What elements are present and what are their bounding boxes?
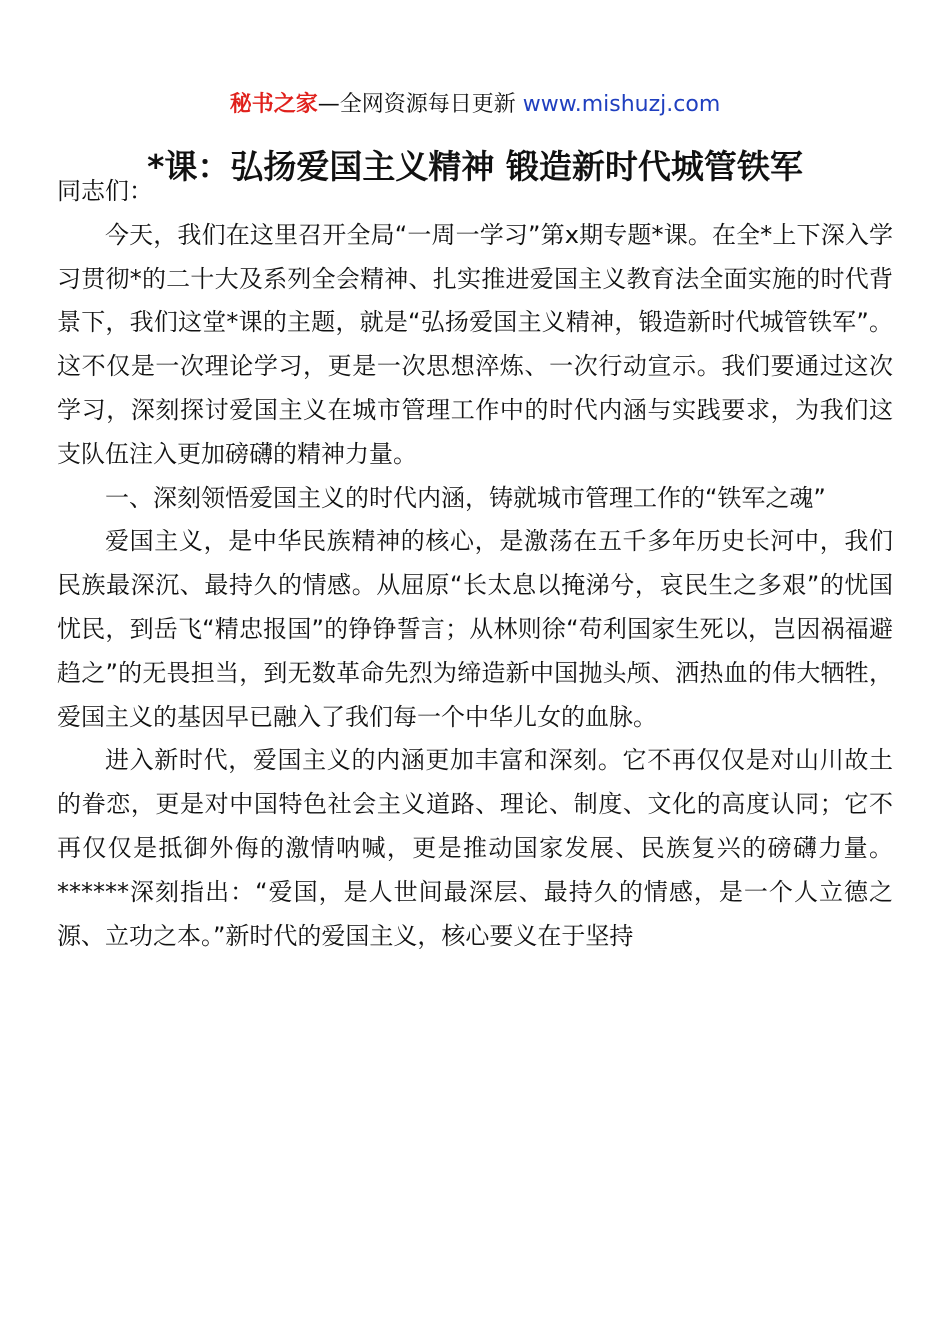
document-body	[57, 170, 893, 958]
site-brand: 秘书之家	[229, 92, 318, 117]
site-header	[0, 88, 950, 122]
paragraph-new-era: 进入新时代，爱国主义的内涵更加丰富和深刻。它不再仅仅是对山川故土的眷恋，更是对中国特色社会主义道路、理论、制度、文化的高度认同；它不再仅仅是抵御外侮的激情呐喊，更是推动国家发展、民族复兴的磅礴力量。******深刻指出：“爱国，是人世间最深层、最持久的情感，是一个人立德之源、立功之本。”新时代的爱国主义，核心要义在于坚持	[57, 746, 893, 950]
paragraph-history: 爱国主义，是中华民族精神的核心，是激荡在五千多年历史长河中，我们民族最深沉、最持久的情感。从屈原“长太息以掩涕兮，哀民生之多艰”的忧国忧民，到岳飞“精忠报国”的铮铮誓言；从林则徐“苟利国家生死以，岂因祸福避趋之”的无畏担当，到无数革命先烈为缔造新中国抛头颅、洒热血的伟大牺牲，爱国主义的基因早已融入了我们每一个中华儿女的血脉。	[57, 527, 893, 731]
document-title: *课：弘扬爱国主义精神 锻造新时代城管铁军	[147, 147, 803, 186]
salutation: 同志们：	[57, 177, 153, 205]
site-url-link[interactable]: www.mishuzj.com	[522, 92, 721, 117]
site-slogan: —全网资源每日更新	[317, 92, 523, 117]
section-heading-1: 一、深刻领悟爱国主义的时代内涵，铸就城市管理工作的“铁军之魂”	[105, 483, 826, 512]
paragraph-intro: 今天，我们在这里召开全局“一周一学习”第x期专题*课。在全*上下深入学习贯彻*的二十大及系列全会精神、扎实推进爱国主义教育法全面实施的时代背景下，我们这堂*课的主题，就是“弘扬爱国主义精神，锻造新时代城管铁军”。这不仅是一次理论学习，更是一次思想淬炼、一次行动宣示。我们要通过这次学习，深刻探讨爱国主义在城市管理工作中的时代内涵与实践要求，为我们这支队伍注入更加磅礴的精神力量。	[57, 220, 893, 468]
